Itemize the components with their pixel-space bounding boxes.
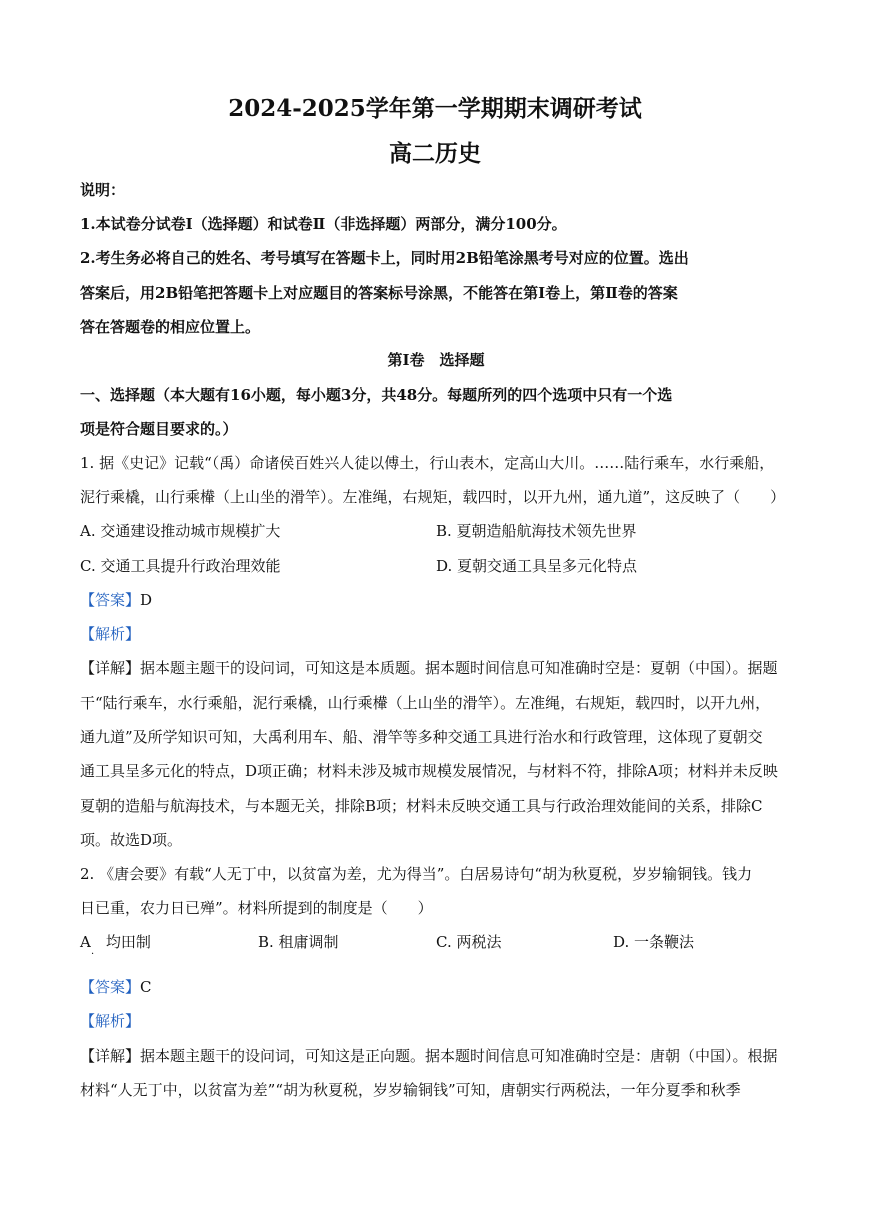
q1-stem-line-1: 1. 据《史记》记载“（禹）命诸侯百姓兴人徒以傅土，行山表木，定高山大川。……陆行乘车，水行乘船， [80,454,775,472]
q2-answer-label: 【答案】 [80,978,141,996]
q2-detail-line-1: 【详解】据本题主题干的设问词，可知这是正向题。据本题时间信息可知准确时空是：唐朝（中国）。根据 [80,1047,778,1065]
q1-detail-line-3: 通九道”及所学知识可知，大禹利用车、船、滑竿等多种交通工具进行治水和行政管理，这体现了夏朝交 [80,728,763,746]
notes-heading: 说明： [80,181,126,199]
q2-answer [80,977,792,997]
q2-option-b: B. 租庸调制 [258,933,339,951]
q1-option-a: A. 交通建设推动城市规模扩大 [80,522,281,540]
q1-option-b: B. 夏朝造船航海技术领先世界 [436,522,637,540]
q1-analysis-label: 【解析】 [80,625,141,643]
q2-stem-line-1: 2. 《唐会要》有载“人无丁中，以贫富为差，尤为得当”。白居易诗句“胡为秋夏税，岁岁输铜钱。钱力 [80,865,753,883]
section-intro-line-2: 项是符合题目要求的。） [80,420,238,438]
q2-detail-line-2: 材料“人无丁中，以贫富为差”“胡为秋夏税，岁岁输铜钱”可知，唐朝实行两税法，一年分夏季和秋季 [80,1081,741,1099]
q2-option-c: C. 两税法 [436,933,502,951]
q2-analysis-label: 【解析】 [80,1012,141,1030]
q2-stem-line-2: 日已重，农力日已殚”。材料所提到的制度是（ ） [80,899,433,917]
q1-detail-line-4: 通工具呈多元化的特点，D项正确；材料未涉及城市规模发展情况，与材料不符，排除A项；材料并未反映 [80,762,778,780]
q2-option-d: D. 一条鞭法 [613,933,695,951]
notes-item-2-line-2: 答案后，用2B铅笔把答题卡上对应题目的答案标号涂黑，不能答在第Ⅰ卷上，第Ⅱ卷的答案 [80,284,678,302]
notes-item-2-line-1: 2.考生务必将自己的姓名、考号填写在答题卡上，同时用2B铅笔涂黑考号对应的位置。选出 [80,249,689,267]
q1-detail-line-1: 【详解】据本题主题干的设问词，可知这是本质题。据本题时间信息可知准确时空是：夏朝（中国）。据题 [80,659,778,677]
q1-detail-line-5: 夏朝的造船与航海技术，与本题无关，排除B项；材料未反映交通工具与行政治理效能间的关系，排除C [80,797,763,815]
q1-answer-label: 【答案】 [80,591,141,609]
exam-title: 2024-2025学年第一学期期末调研考试 [228,95,642,122]
q1-answer [80,590,792,610]
q2-option-a-dot: · [91,949,95,960]
section-intro-line-1: 一、选择题（本大题有16小题，每小题3分，共48分。每题所列的四个选项中只有一个选 [80,386,673,404]
q1-detail-line-6: 项。故选D项。 [80,831,183,849]
q1-detail-line-2: 干“陆行乘车，水行乘船，泥行乘橇，山行乘檋（上山坐的滑竿）。左准绳，右规矩，载四时，以开九州， [80,694,771,712]
q1-answer-value: D [140,591,153,609]
q1-option-c: C. 交通工具提升行政治理效能 [80,557,281,575]
q1-option-d: D. 夏朝交通工具呈多元化特点 [436,557,638,575]
q2-option-a: A 均田制 [80,933,151,951]
notes-item-2-line-3: 答在答题卷的相应位置上。 [80,318,261,336]
notes-item-1: 1.本试卷分试卷Ⅰ（选择题）和试卷Ⅱ（非选择题）两部分，满分100分。 [80,215,567,233]
exam-subject: 高二历史 [389,140,481,167]
q2-answer-value: C [140,978,152,996]
section-title: 第Ⅰ卷 选择题 [387,351,485,369]
q1-stem-line-2: 泥行乘橇，山行乘檋（上山坐的滑竿）。左准绳，右规矩，载四时，以开九州，通九道”，这反映了（ ） [80,488,786,506]
